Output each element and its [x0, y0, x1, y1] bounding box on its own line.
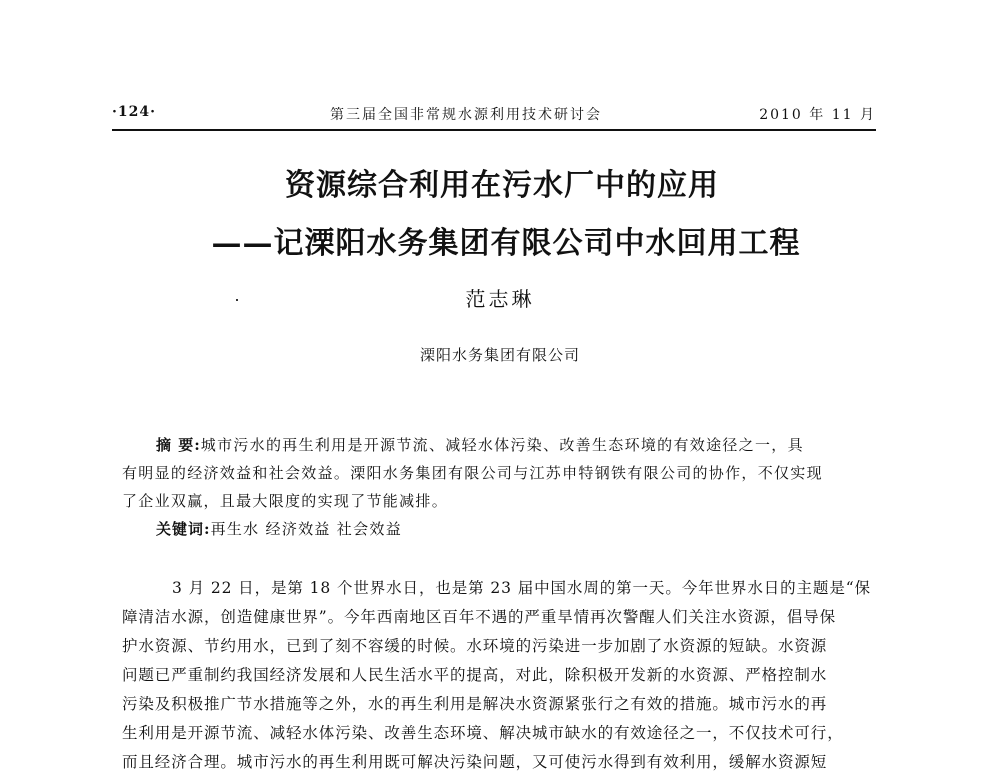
keywords-line: [156, 518, 402, 539]
author-name: 范志琳: [465, 287, 535, 311]
conference-name: 第三届全国非常规水源利用技术研讨会: [330, 107, 602, 123]
running-header: [112, 104, 876, 126]
paper-subtitle: ——记溧阳水务集团有限公司中水回用工程: [211, 226, 801, 261]
paper-title: 资源综合利用在污水厂中的应用: [285, 168, 719, 203]
scan-speck: [236, 299, 238, 301]
abstract-line: [156, 434, 804, 455]
body-text-line: 障清洁水源，创造健康世界”。今年西南地区百年不遇的严重旱情再次警醒人们关注水资源，倡导保: [122, 608, 837, 626]
keywords-text: 再生水 经济效益 社会效益: [210, 520, 402, 538]
author-affiliation: 溧阳水务集团有限公司: [419, 346, 580, 364]
abstract-line: 了企业双赢，且最大限度的实现了节能减排。: [122, 492, 449, 510]
body-text-line: 生利用是开源节流、减轻水体污染、改善生态环境、解决城市缺水的有效途径之一，不仅技术可行，: [122, 724, 844, 742]
body-text-line: 问题已严重制约我国经济发展和人民生活水平的提高，对此，除积极开发新的水资源、严格控制水: [122, 666, 828, 684]
body-text-line: 护水资源、节约用水，已到了刻不容缓的时候。水环境的污染进一步加剧了水资源的短缺。水资源: [122, 637, 828, 655]
abstract-label: 摘 要: [156, 436, 195, 454]
keywords-colon: :: [204, 520, 211, 538]
abstract-colon: :: [194, 436, 201, 454]
body-text-line: 3 月 22 日，是第 18 个世界水日，也是第 23 届中国水周的第一天。今年世界水日的主题是“保: [172, 579, 871, 597]
header-rule: [112, 129, 876, 131]
abstract-text: 城市污水的再生利用是开源节流、减轻水体污染、改善生态环境的有效途径之一，具: [200, 436, 804, 454]
publication-date: 2010 年 11 月: [759, 107, 876, 123]
abstract-line: 有明显的经济效益和社会效益。溧阳水务集团有限公司与江苏申特钢铁有限公司的协作，不仅实现: [122, 464, 823, 482]
body-text-line: 污染及积极推广节水措施等之外，水的再生利用是解决水资源紧张行之有效的措施。城市污水的再: [122, 695, 828, 713]
page-number: ·124·: [112, 104, 156, 120]
body-text-line: 而且经济合理。城市污水的再生利用既可解决污染问题，又可使污水得到有效利用，缓解水资源短: [122, 753, 828, 771]
keywords-label: 关键词: [156, 520, 205, 538]
